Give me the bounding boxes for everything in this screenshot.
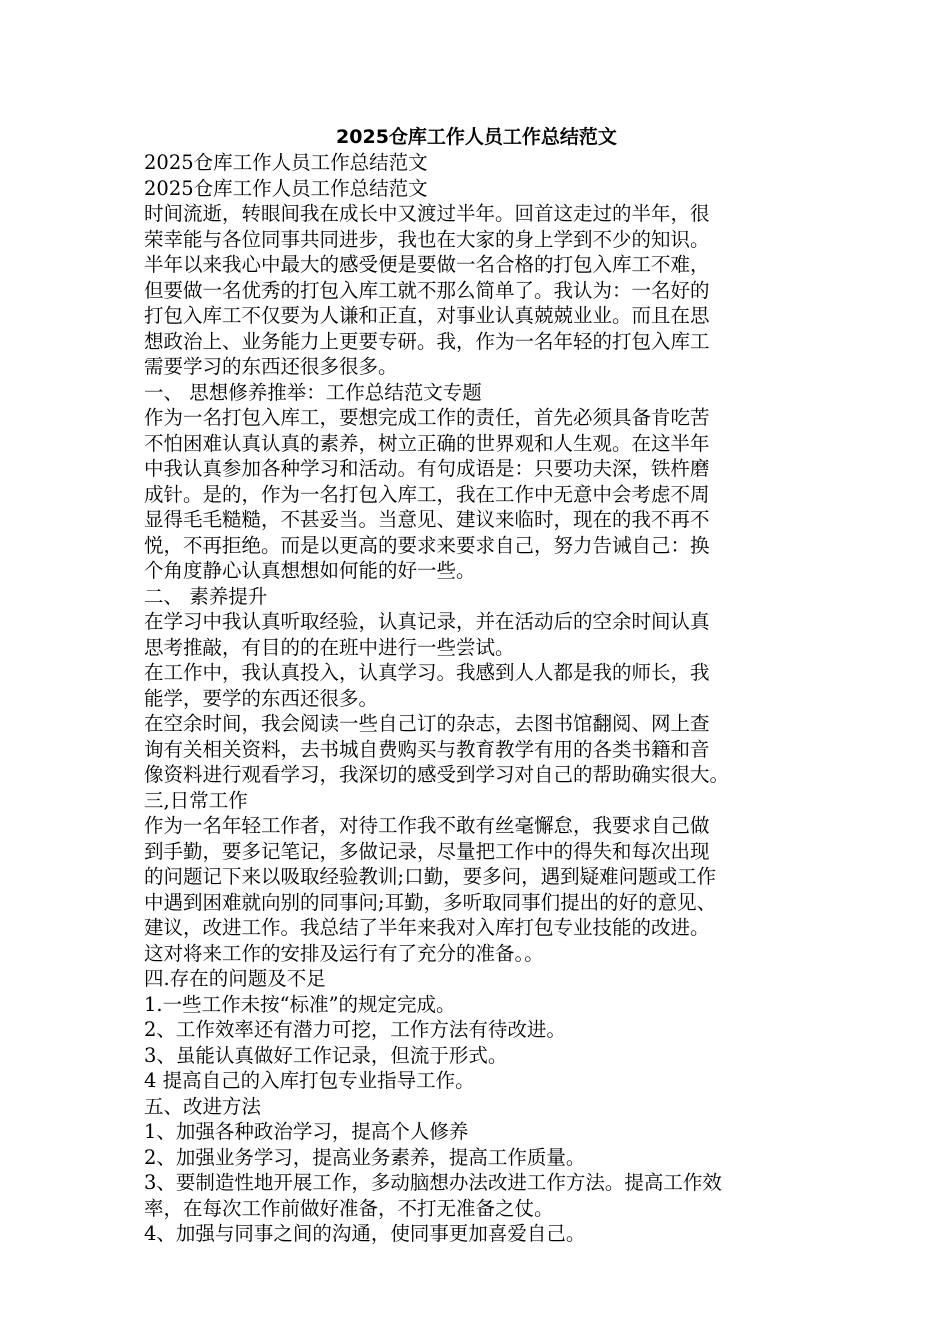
- text-line: 3、要制造性地开展工作，多动脑想办法改进工作方法。提高工作效: [144, 1171, 722, 1194]
- text-line: 一、 思想修养推举：工作总结范文专题: [144, 380, 482, 404]
- text-line: 率，在每次工作前做好准备，不打无准备之仗。: [144, 1196, 554, 1220]
- text-line: 打包入库工不仅要为人谦和正直，对事业认真兢兢业业。而且在思: [144, 304, 710, 327]
- text-line: 到手勤，要多记笔记，多做记录，尽量把工作中的得失和每次出现: [144, 839, 710, 863]
- text-line: 想政治上、业务能力上更要专研。我，作为一名年轻的打包入库工: [144, 329, 710, 353]
- text-line: 三,日常工作: [144, 788, 248, 812]
- text-line: 中遇到困难就向别的同事问;耳勤，多听取同事们提出的好的意见、: [144, 890, 717, 914]
- text-line: 询有关相关资料，去书城自费购买与教育教学有用的各类书籍和音: [144, 737, 710, 761]
- text-line: 显得毛毛糙糙，不甚妥当。当意见、建议来临时，现在的我不再不: [144, 508, 710, 531]
- text-line: 五、改进方法: [144, 1094, 262, 1118]
- document-page: [144, 124, 809, 1247]
- text-line: 二、 素养提升: [144, 584, 268, 608]
- text-line: 时间流逝，转眼间我在成长中又渡过半年。回首这走过的半年，很: [144, 202, 710, 225]
- text-line: 作为一名年轻工作者，对待工作我不敢有丝毫懈怠，我要求自己做: [144, 814, 710, 837]
- text-line: 4、加强与同事之间的沟通，使同事更加喜爱自己。: [144, 1222, 586, 1245]
- text-line: 2、工作效率还有潜力可挖，工作方法有待改进。: [144, 1018, 566, 1041]
- text-line: 四.存在的问题及不足: [144, 967, 326, 990]
- text-line: 能学，要学的东西还很多。: [144, 686, 379, 710]
- document-title: 2025仓库工作人员工作总结范文: [336, 126, 617, 148]
- text-line: 3、虽能认真做好工作记录，但流于形式。: [144, 1043, 508, 1067]
- text-line: 2025仓库工作人员工作总结范文: [144, 151, 428, 174]
- text-line: 思考推敲，有目的的在班中进行一些尝试。: [144, 635, 515, 659]
- text-line: 个角度静心认真想想如何能的好一些。: [144, 559, 476, 582]
- text-line: 半年以来我心中最大的感受便是要做一名合格的打包入库工不难，: [144, 253, 710, 276]
- text-line: 2025仓库工作人员工作总结范文: [144, 176, 428, 200]
- text-line: 建议，改进工作。我总结了半年来我对入库打包专业技能的改进。: [144, 916, 710, 939]
- text-line: 在工作中，我认真投入，认真学习。我感到人人都是我的师长，我: [144, 661, 710, 684]
- text-line: 成针。是的，作为一名打包入库工，我在工作中无意中会考虑不周: [144, 482, 710, 506]
- text-line: 1.一些工作未按“标准”的规定完成。: [144, 992, 456, 1016]
- text-line: 2、加强业务学习，提高业务素养，提高工作质量。: [144, 1145, 586, 1169]
- text-line: 在空余时间，我会阅读一些自己订的杂志，去图书馆翻阅、网上查: [144, 712, 710, 735]
- text-line: 但要做一名优秀的打包入库工就不那么简单了。我认为：一名好的: [144, 278, 710, 302]
- text-line: 在学习中我认真听取经验，认真记录，并在活动后的空余时间认真: [144, 610, 710, 633]
- text-line: 中我认真参加各种学习和活动。有句成语是：只要功夫深，铁杵磨: [144, 457, 710, 480]
- text-line: 4 提高自己的入库打包专业指导工作。: [144, 1069, 475, 1092]
- text-line: 像资料进行观看学习，我深切的感受到学习对自己的帮助确实很大。: [144, 763, 730, 786]
- text-line: 1、加强各种政治学习，提高个人修养: [144, 1120, 469, 1143]
- text-line: 需要学习的东西还很多很多。: [144, 355, 398, 378]
- text-line: 作为一名打包入库工，要想完成工作的责任，首先必须具备肯吃苦: [144, 406, 710, 429]
- text-line: 的问题记下来以吸取经验教训;口勤，要多问，遇到疑难问题或工作: [144, 865, 717, 888]
- text-line: 悦，不再拒绝。而是以更高的要求来要求自己，努力告诫自己：换: [144, 533, 710, 557]
- text-line: 不怕困难认真认真的素养，树立正确的世界观和人生观。在这半年: [144, 431, 710, 455]
- document-body: [144, 150, 809, 1247]
- text-line: 这对将来工作的安排及运行有了充分的准备。。: [144, 941, 544, 965]
- text-line: 荣幸能与各位同事共同进步，我也在大家的身上学到不少的知识。: [144, 227, 710, 251]
